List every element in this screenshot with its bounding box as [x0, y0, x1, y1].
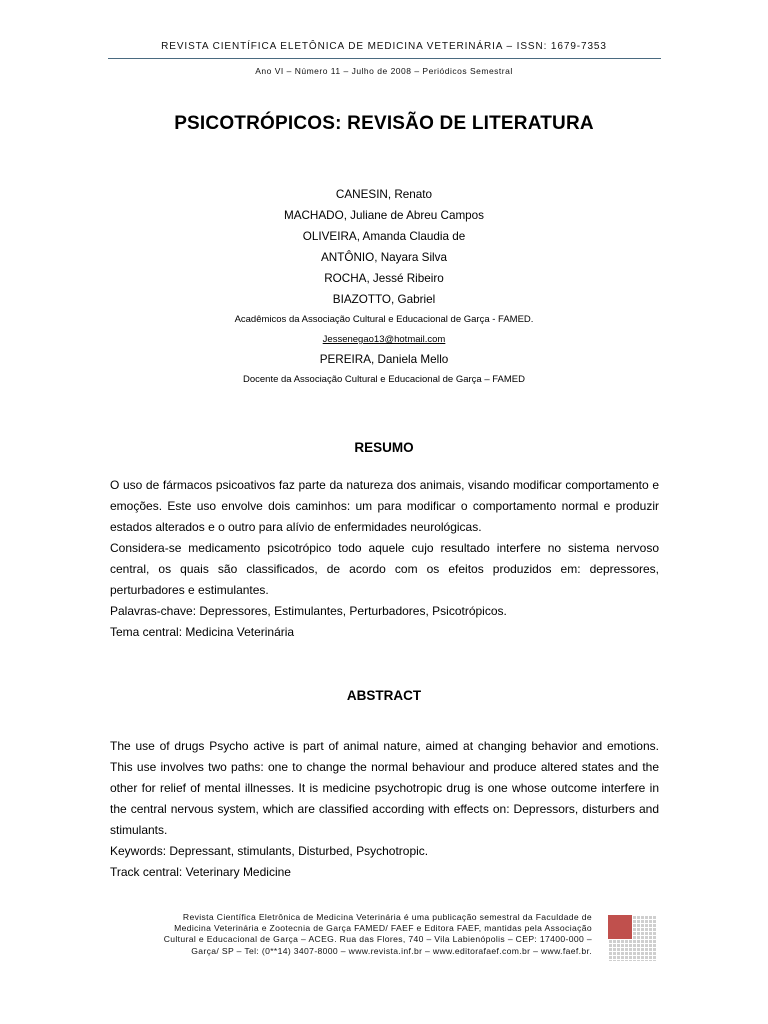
author-name: ANTÔNIO, Nayara Silva — [321, 251, 447, 264]
author-name: ROCHA, Jessé Ribeiro — [324, 272, 444, 285]
teacher-name: PEREIRA, Daniela Mello — [319, 353, 449, 366]
resumo-keywords: Palavras-chave: Depressores, Estimulantes, Perturbadores, Psicotrópicos. — [110, 604, 507, 618]
abstract-keywords: Keywords: Depressant, stimulants, Disturbed, Psychotropic. — [110, 844, 429, 858]
resumo-paragraph: Considera-se medicamento psicotrópico todo aquele cujo resultado interfere no sistema nervoso central, os quais são classificados, de acordo com os efeitos produzidos em: depressores, perturbadores e estimulantes. — [110, 541, 659, 597]
abstract-section — [110, 736, 659, 883]
footer-line: Cultural e Educacional de Garça – ACEG. Rua das Flores, 740 – Vila Labienópolis – CEP: 17400-000 – — [163, 934, 592, 945]
resumo-section — [110, 475, 659, 643]
author-name: OLIVEIRA, Amanda Claudia de — [302, 230, 466, 243]
journal-header: REVISTA CIENTÍFICA ELETÔNICA DE MEDICINA VETERINÁRIA – ISSN: 1679-7353 — [161, 41, 607, 52]
author-name: MACHADO, Juliane de Abreu Campos — [283, 209, 485, 222]
article-title: PSICOTRÓPICOS: REVISÃO DE LITERATURA — [174, 113, 594, 134]
resumo-paragraph: O uso de fármacos psicoativos faz parte da natureza dos animais, visando modificar comportamento e emoções. Este uso envolve dois caminhos: um para modificar o comportamento normal e produzir estados alterados e o outro para alívio de enfermidades neurológicas. — [110, 478, 659, 534]
teacher-affiliation: Docente da Associação Cultural e Educacional de Garça – FAMED — [243, 374, 525, 385]
resumo-heading: RESUMO — [354, 440, 414, 455]
author-name: CANESIN, Renato — [335, 188, 433, 201]
publisher-logo-icon — [608, 915, 656, 961]
footer-line: Garça/ SP – Tel: (0**14) 3407-8000 – www.revista.inf.br – www.editorafaef.com.br – www.faef.br. — [191, 945, 592, 956]
abstract-track: Track central: Veterinary Medicine — [110, 865, 291, 879]
resumo-theme: Tema central: Medicina Veterinária — [110, 625, 295, 639]
footer-line: Revista Científica Eletrônica de Medicina Veterinária é uma publicação semestral da Faculdade de — [182, 912, 592, 922]
author-block — [0, 184, 768, 389]
header-divider — [108, 58, 661, 59]
issue-line: Ano VI – Número 11 – Julho de 2008 – Periódicos Semestral — [255, 66, 513, 76]
footer-line: Medicina Veterinária e Zootecnia de Garça FAMED/ FAEF e Editora FAEF, mantidas pela Associação — [174, 923, 592, 934]
contact-email-link[interactable]: Jessenegao13@hotmail.com — [322, 334, 446, 345]
abstract-paragraph: The use of drugs Psycho active is part of animal nature, aimed at changing behavior and emotions. This use involves two paths: one to change the normal behaviour and produce altered states and the other for relief of mental illnesses. It is medicine psychotropic drug is one whose outcome interfere in the central nervous system, which are classified according with effects on: Depressors, disturbers and stimulants. — [110, 739, 659, 837]
author-name: BIAZOTTO, Gabriel — [332, 293, 436, 306]
page-footer — [110, 912, 592, 957]
students-affiliation: Acadêmicos da Associação Cultural e Educacional de Garça - FAMED. — [234, 314, 534, 325]
abstract-heading: ABSTRACT — [346, 688, 422, 703]
